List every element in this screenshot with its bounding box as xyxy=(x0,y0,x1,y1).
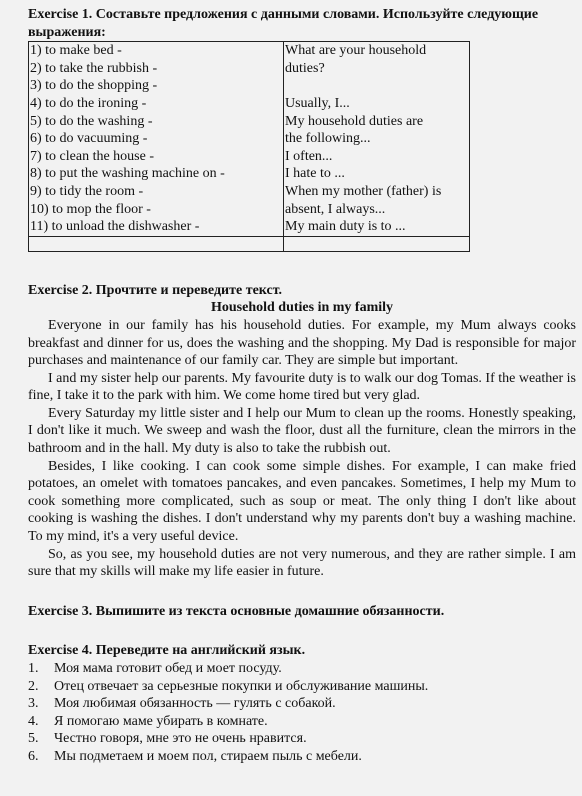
item-text: Мы подметаем и моем пол, стираем пыль с мебели. xyxy=(54,748,362,764)
phrase-line: duties? xyxy=(285,60,325,76)
phrase-line: absent, I always... xyxy=(285,201,386,217)
expression-item: 10) to mop the floor - xyxy=(30,201,151,217)
phrase-line xyxy=(285,77,467,95)
item-number: 4. xyxy=(28,713,39,729)
exercise-2-heading xyxy=(28,282,576,300)
item-number: 1. xyxy=(28,661,39,676)
expression-item: 1) to make bed - xyxy=(30,43,122,59)
table-spacer-cell xyxy=(29,236,284,251)
item-text: Отец отвечает за серьезные покупки и обслуживание машины. xyxy=(54,678,429,694)
worksheet-page xyxy=(28,6,576,766)
expression-item: 3) to do the shopping - xyxy=(30,78,158,94)
phrase-line: What are your household xyxy=(285,43,427,59)
text-paragraph: Everyone in our family has his household duties. For example, my Mum always cooks breakfast and dinner for us, does the washing and the shopping. My Dad is responsible for major purchases and maintenance of our family car. They are simple but important. xyxy=(28,317,576,369)
expressions-column xyxy=(29,42,284,237)
list-item xyxy=(28,730,576,748)
item-number: 6. xyxy=(28,748,39,764)
exercise-1-instruction: Составьте предложения с данными словами. Используйте следующие выражения: xyxy=(28,7,539,40)
exercise-4-heading xyxy=(28,642,576,660)
expression-item: 7) to clean the house - xyxy=(30,148,155,164)
phrase-line: I hate to ... xyxy=(285,166,345,182)
item-text: Я помогаю маме убирать в комнате. xyxy=(54,713,268,729)
list-item xyxy=(28,660,576,678)
phrase-line: I often... xyxy=(285,148,333,164)
phrase-line: My main duty is to ... xyxy=(285,219,406,235)
text-paragraph: Every Saturday my little sister and I help our Mum to clean up the rooms. Honestly speaking, I don't like it much. We sweep and wash the floor, dust all the furniture, clean the mirrors in the bathroom and in the hall. My duty is also to take the rubbish out. xyxy=(28,405,576,457)
item-text: Моя мама готовит обед и моет посуду. xyxy=(54,661,282,676)
phrase-line: the following... xyxy=(285,131,371,147)
expression-item: 8) to put the washing machine on - xyxy=(30,166,225,182)
item-text: Моя любимая обязанность — гулять с собакой. xyxy=(54,696,336,712)
expression-item: 9) to tidy the room - xyxy=(30,183,144,199)
list-item xyxy=(28,695,576,713)
list-item xyxy=(28,748,576,766)
text-paragraph: So, as you see, my household duties are not very numerous, and they are rather simple. I am sure that my skills will make my life easier in future. xyxy=(28,546,576,580)
expression-item: 2) to take the rubbish - xyxy=(30,60,158,76)
phrase-line: My household duties are xyxy=(285,113,424,129)
list-item xyxy=(28,678,576,696)
exercise-2-label: Exercise 2. xyxy=(28,282,93,298)
exercise-4-instruction: Переведите на английский язык. xyxy=(95,643,306,659)
text-title: Household duties in my family xyxy=(210,300,394,316)
list-item xyxy=(28,713,576,731)
expression-item: 4) to do the ironing - xyxy=(30,95,147,111)
exercise-2-instruction: Прочтите и переведите текст. xyxy=(95,282,283,298)
translation-list xyxy=(28,660,576,766)
table-spacer-cell xyxy=(284,236,470,251)
exercise-3-heading xyxy=(28,603,576,621)
expression-item: 11) to unload the dishwasher - xyxy=(30,219,200,235)
item-number: 3. xyxy=(28,696,39,712)
phrases-column xyxy=(284,42,470,237)
expression-item: 5) to do the washing - xyxy=(30,113,153,129)
exercise-1-label: Exercise 1. xyxy=(28,7,93,22)
expressions-table xyxy=(28,41,470,252)
text-paragraph: I and my sister help our parents. My favourite duty is to walk our dog Tomas. If the weather is fine, I take it to the park with him. We come home tired but very glad. xyxy=(28,370,576,404)
item-number: 2. xyxy=(28,678,39,694)
phrase-line: When my mother (father) is xyxy=(285,183,442,199)
phrase-line: Usually, I... xyxy=(285,95,350,111)
exercise-3-label: Exercise 3. xyxy=(28,603,93,619)
exercise-4-label: Exercise 4. xyxy=(28,643,93,659)
exercise-1-heading xyxy=(28,6,576,41)
expression-item: 6) to do vacuuming - xyxy=(30,131,148,147)
exercise-3-instruction: Выпишите из текста основные домашние обязанности. xyxy=(95,603,445,619)
item-number: 5. xyxy=(28,731,39,747)
item-text: Честно говоря, мне это не очень нравится. xyxy=(54,731,307,747)
text-paragraph: Besides, I like cooking. I can cook some simple dishes. For example, I can make fried potatoes, an omelet with tomatoes pancakes, and even pancakes. Sometimes, I help my Mum to cook something more complicated, such as soup or meat. The only thing I don't like about cooking is washing the dishes. I don't understand why my parents don't buy a washing machine. To my mind, it's a very useful device. xyxy=(28,458,576,545)
